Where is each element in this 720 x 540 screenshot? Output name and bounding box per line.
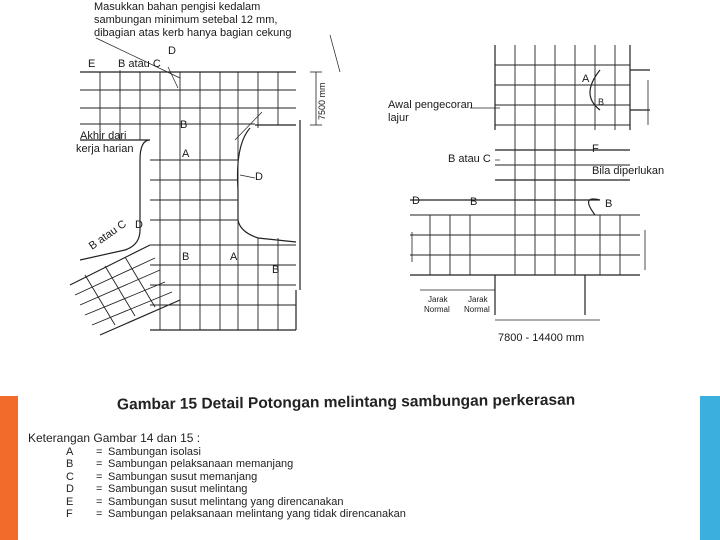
note-line-2: sambungan minimum setebal 12 mm, bbox=[94, 14, 278, 26]
legend-title: Keterangan Gambar 14 dan 15 : bbox=[28, 431, 201, 445]
label-b-far-right: B bbox=[605, 198, 613, 210]
label-d-left: D bbox=[135, 219, 143, 231]
label-b-or-c-left: B atau C bbox=[86, 218, 129, 253]
start-pour-line-2: lajur bbox=[388, 112, 409, 124]
label-a-right: A bbox=[582, 73, 590, 85]
label-a-mid: A bbox=[182, 148, 190, 160]
end-of-day-line-1: Akhir dari bbox=[80, 130, 127, 142]
left-dimension-label: 7500 mm bbox=[317, 82, 327, 120]
accent-bar-left bbox=[0, 396, 18, 540]
legend-key: F bbox=[66, 508, 73, 521]
legend-text: Sambungan pelaksanaan melintang yang tidak direncanakan bbox=[108, 508, 406, 521]
normal-1-line-2: Normal bbox=[424, 305, 450, 314]
label-b-right: B bbox=[272, 264, 280, 276]
legend-text: Sambungan susut melintang yang direncanakan bbox=[108, 495, 344, 508]
label-a-low: A bbox=[230, 251, 238, 263]
legend-item: C = Sambungan susut memanjang bbox=[66, 470, 258, 483]
legend-key: E bbox=[66, 495, 74, 508]
label-b-or-c-top: B atau C bbox=[118, 58, 161, 70]
normal-1-line-1: Jarak bbox=[428, 295, 448, 304]
label-e: E bbox=[88, 58, 96, 70]
label-b-mid: B bbox=[180, 119, 188, 131]
label-d-top: D bbox=[168, 45, 176, 57]
legend-item: A = Sambungan isolasi bbox=[66, 446, 201, 458]
legend-item: D = Sambungan susut melintang bbox=[66, 483, 248, 496]
legend-text: Sambungan susut melintang bbox=[108, 483, 248, 496]
right-intersection-drawing bbox=[410, 45, 650, 320]
legend-key: A bbox=[66, 446, 74, 458]
start-pour-line-1: Awal pengecoran bbox=[388, 99, 473, 111]
label-f: F bbox=[592, 143, 599, 155]
legend-item: E = Sambungan susut melintang yang direncanakan bbox=[66, 495, 344, 508]
label-d-right: D bbox=[255, 171, 263, 183]
legend-text: Sambungan pelaksanaan memanjang bbox=[108, 458, 294, 471]
note-line-1: Masukkan bahan pengisi kedalam bbox=[94, 1, 261, 13]
label-b-mid-right: B bbox=[470, 196, 478, 208]
right-dimension-label: 7800 - 14400 mm bbox=[498, 332, 585, 344]
legend-item: B = Sambungan pelaksanaan memanjang bbox=[66, 458, 294, 471]
end-of-day-line-2: kerja harian bbox=[76, 143, 134, 155]
label-b-small: B bbox=[598, 97, 605, 107]
figure-caption: Gambar 15 Detail Potongan melintang sambungan perkerasan bbox=[116, 391, 576, 414]
legend-text: Sambungan susut memanjang bbox=[108, 470, 258, 483]
legend-key: D bbox=[66, 483, 74, 496]
normal-2-line-1: Jarak bbox=[468, 295, 488, 304]
left-intersection-drawing bbox=[70, 35, 340, 335]
label-b-low: B bbox=[182, 251, 190, 263]
accent-bar-right bbox=[700, 396, 720, 540]
normal-2-line-2: Normal bbox=[464, 305, 490, 314]
label-if-needed: Bila diperlukan bbox=[592, 165, 665, 177]
label-d-right-diagram: D bbox=[412, 195, 420, 207]
legend-item: F = Sambungan pelaksanaan melintang yang tidak direncanakan bbox=[66, 508, 406, 521]
label-b-or-c-right: B atau C bbox=[448, 153, 491, 165]
legend-key: B bbox=[66, 458, 74, 471]
note-line-3: dibagian atas kerb hanya bagian cekung bbox=[94, 27, 292, 39]
legend-key: C bbox=[66, 470, 74, 483]
legend-list bbox=[66, 446, 406, 520]
legend-text: Sambungan isolasi bbox=[108, 446, 201, 458]
